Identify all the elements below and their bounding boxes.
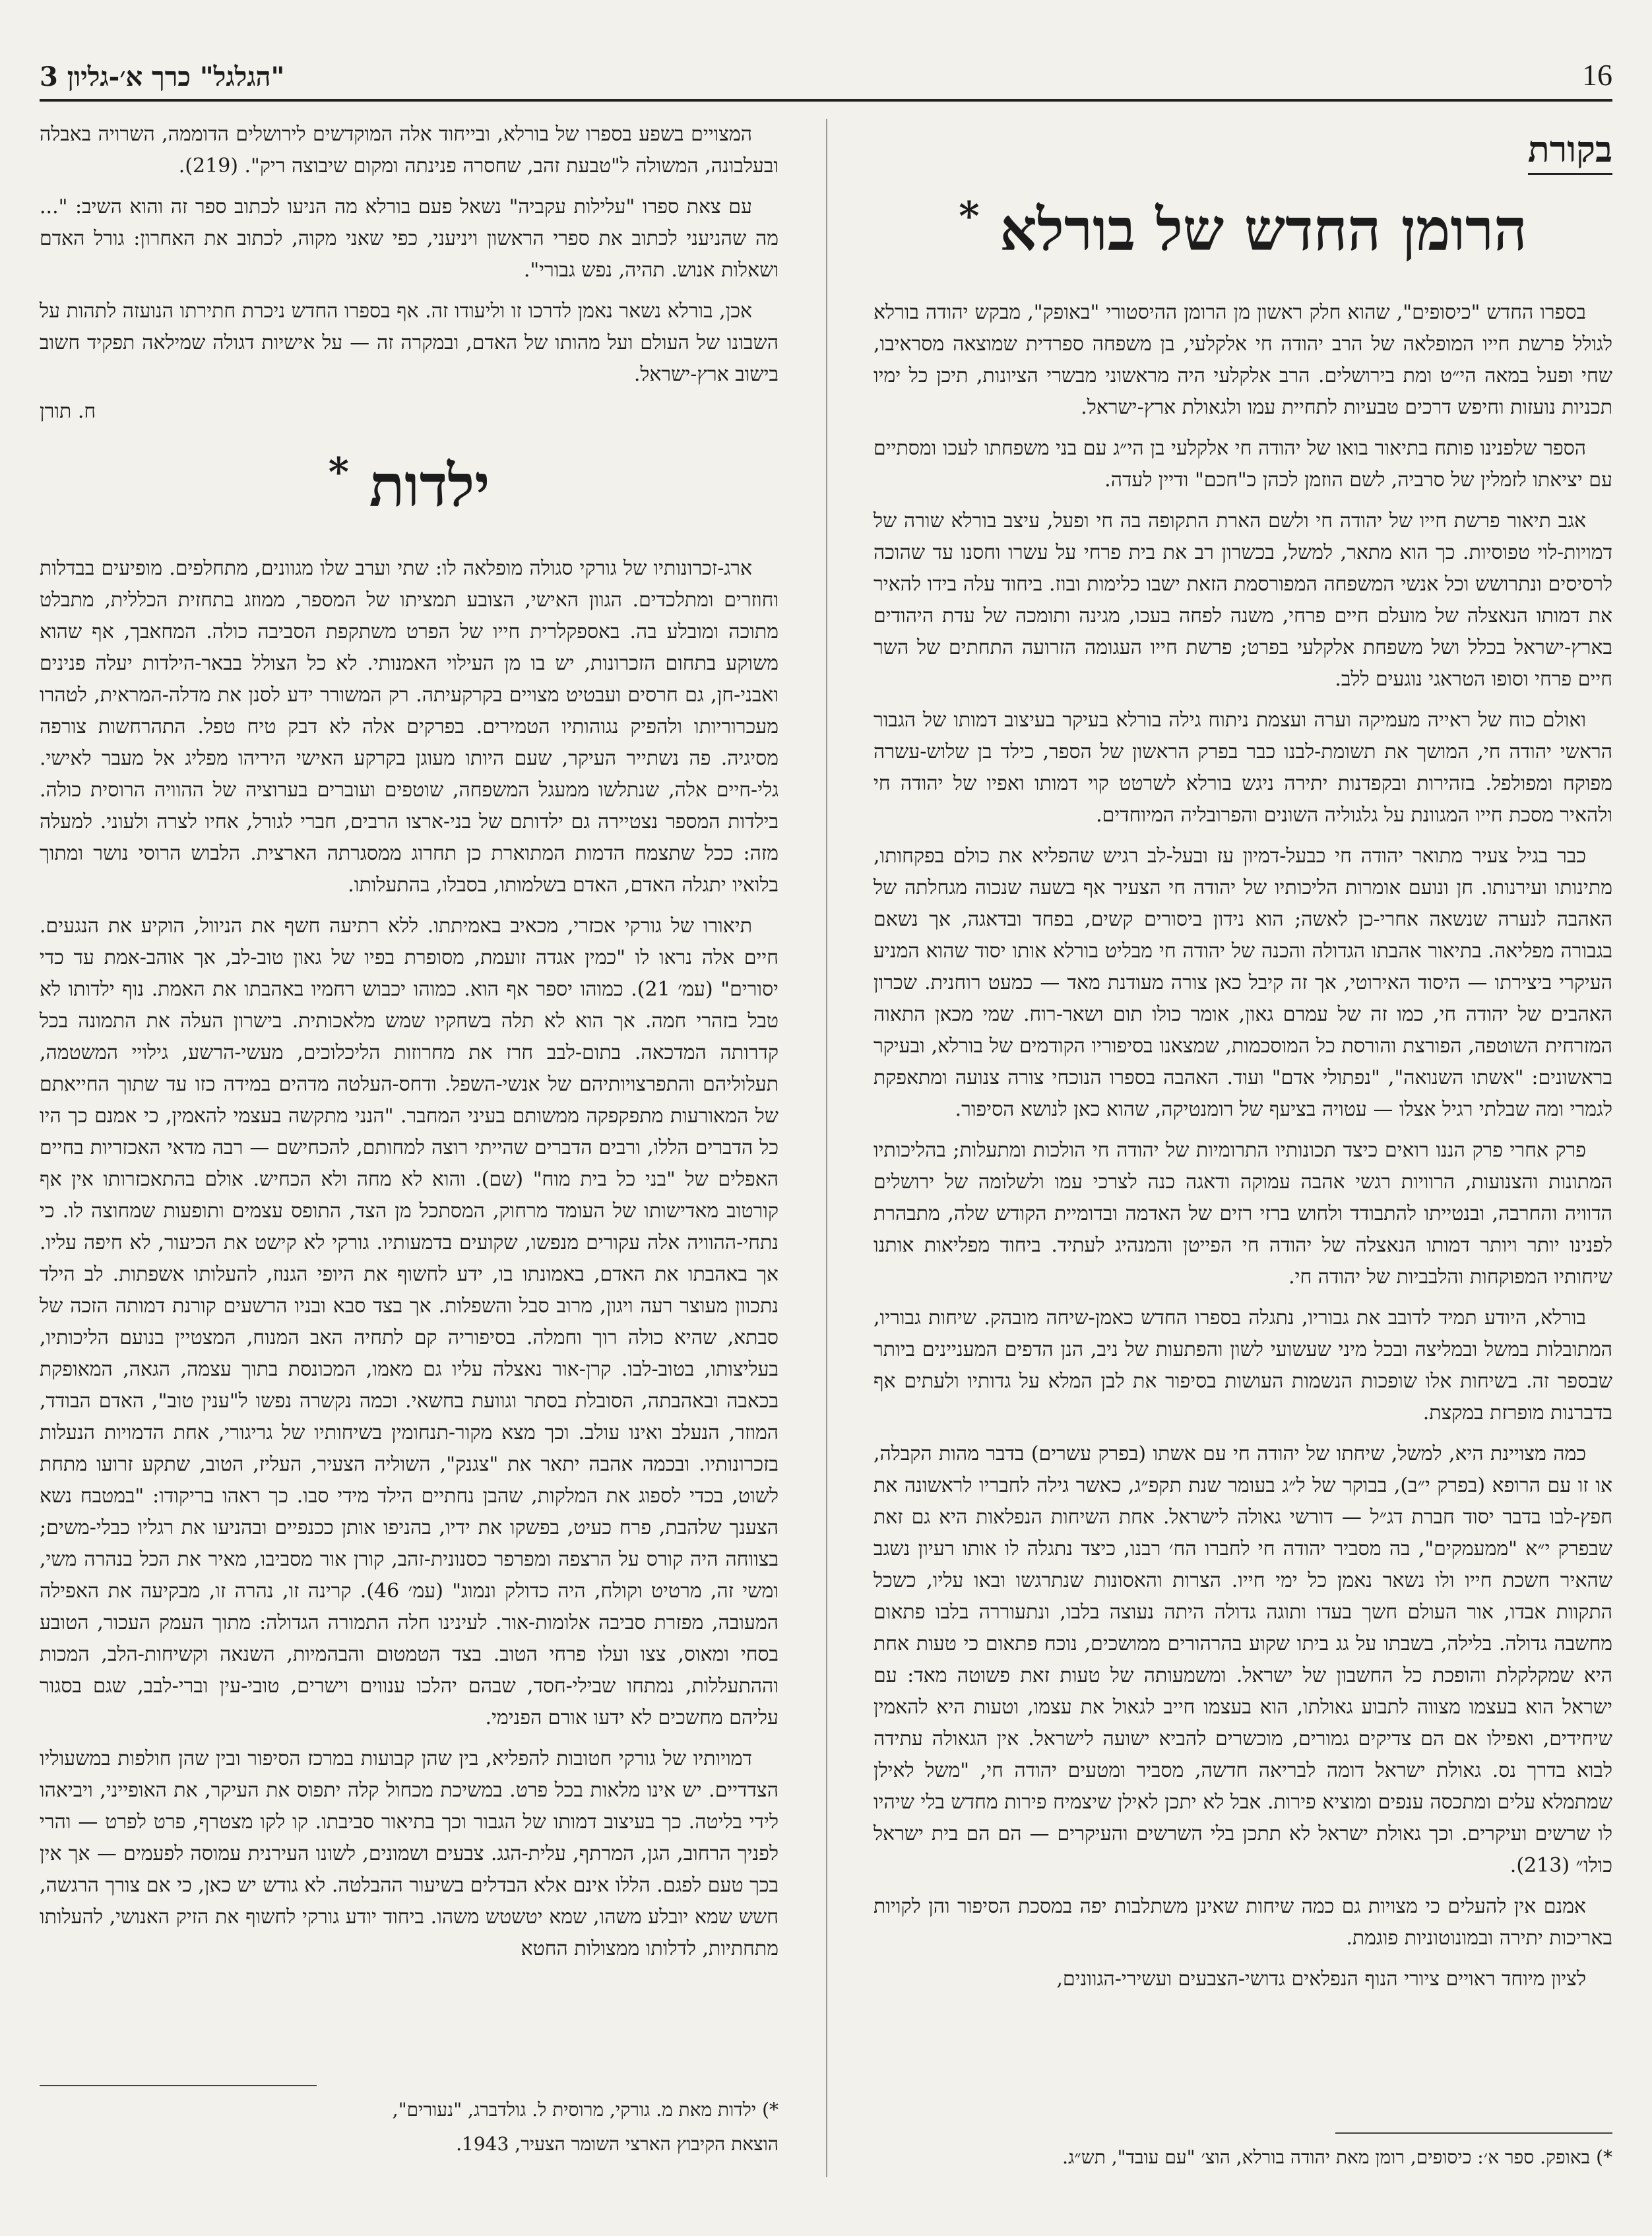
journal-page <box>40 26 1612 2204</box>
paragraph: ארג-זכרונותיו של גורקי סגולה מופלאה לו: שתי וערב שלו מגוונים, מתחלפים. מופיעים בבדלות וחוזרים ומתלכדים. הגוון האישי, הצובע תמציתו של המספר, ממוזג בתחזית הכללית, מתבלט מתוכה ומובלע בה. באספקלרית חייו של הפרט משתקפת הסביבה כולה. המחאבך, אף שהוא משוקע בתחום הזכרונות, יש בו מן העילוי האמנותי. לא כל הצולל בבאר-הילדות יעלה פנינים ואבני-חן, גם חרסים ועבטיט מצויים בקרקעיתה. רק המשורר ידע לסנן את מדלה-המראית, לטהרו מעכרוריותו ולהפיק נגוהותיו הטמירים. בפרקים אלה לא דבק טיח טפל. התהרחשות צורפה מסיגיה. פה נשתייר העיקר, שעם היותו מעוגן בקרקע האישי היריהו מפליג אל מעבר לאישי. גלי-חיים אלה, שנתלשו ממעגל המשפחה, שוטפים ועוברים בערוציה של ההוויה הרוסית כולה. בילדות המספר נצטיירה גם ילדותם של בני-ארצו הרבים, חברי לגורל, אחיו לצרה ולעוני. למעלה מזה: ככל שתצמח הדמות המתוארת כן תחרוג ממסגרתה הארצית. הלבוש הרוסי נושר ומתוך בלואיו יתגלה האדם, האדם בשלמותו, בסבלו, בהתעלותו. <box>40 557 778 897</box>
paragraph: אגב תיאור פרשת חייו של יהודה חי ולשם הארת התקופה בה חי ופעל, עיצב בורלא שורה של דמויות-לוי טפוסיות. כך הוא מתאר, למשל, בכשרון רב את בית פרחי על עשרו וחסנו עד שהוכה לרסיסים ונתרושש וכל אנשי המשפחה המפורסמת הזאת ישבו כלימות ובוז. ביחוד עלה בידו להאיר את דמותו הנאצלה של מועלם חיים פרחי, משנה לפחה בעכו, מגינה ותומכה של עדת היהודים בארץ-ישראל בכלל ושל משפחת אלקלעי בפרט; פרשת חייו העגומה הזרועה התחתים של השר חיים פרחי וסופו הטראגי נוגעים ללב. <box>874 509 1612 691</box>
article-body-childhood <box>40 553 778 1965</box>
article-title-text: הרומן החדש של בורלא <box>1000 195 1527 264</box>
footnote-line: *) ילדות מאת מ. גורקי, מרוסית ל. גולדברג, "נעורים", <box>392 2099 778 2121</box>
page-header <box>40 40 1612 102</box>
footnote-line: הוצאת הקיבוץ הארצי השומר הצעיר, 1943. <box>456 2133 778 2155</box>
paragraph: כבר בגיל צעיר מתואר יהודה חי כבעל-דמיון עז ובעל-לב רגיש שהפליא את כולם בפקחותו, מתינותו ועירנותו. חן ונועם אומרות הליכותיו של יהודה חי הצעיר אף בשעה שנכוה מגחלתה של האהבה לנערה שנשאה אחרי-כן לאשה; הוא נידון ביסורים קשים, בפחד ובדאגה, אך נשאם בגבורה מפליאה. בתיאור אהבתו הגדולה והכנה של יהודה חי מבליט בורלא אותו יסוד שהוא המניע העיקרי ביצירתו — היסוד האירוטי, אך זה קיבל כאן צורה מעודנת מאד — כמעט רוחנית. שכרון האהבים של יהודה חי, כמו זה של עמרם גאון, אומר כולו תום ושאר-רוח. שמי מכאן התאוה המזרחית השוטפה, הפורצת והורסת כל המוסכמות, שמצאנו בסיפוריו הקודמים של בורלא, ובעיקר בראשונים: "אשתו השנואה", "נפתולי אדם" ועוד. האהבה בספרו הנוכחי צורה צנועה ומתאפקת לגמרי ומה שבלתי רגיל אצלו — עטויה בציעף של רומנטיקה, שהוא כאן לנושא הסיפור. <box>874 845 1613 1122</box>
paragraph: אכן, בורלא נשאר נאמן לדרכו זו וליעודו זה. אף בספרו החדש ניכרת חתירתו הנועזה לתהות על השבונו של העולם ועל מהותו של האדם, ובמקרה זה — על אישיות דגולה שמילאה תפקיד חשוב בישוב ארץ-ישראל. <box>40 300 778 386</box>
right-column <box>874 119 1612 2177</box>
paragraph: אמנם אין להעלים כי מצויות גם כמה שיחות שאינן משתלבות יפה במסכת הסיפור והן לקויות באריכות יתירה ובמונוטוניות פוגמת. <box>874 1895 1612 1950</box>
article-body-burla-continued <box>40 119 778 391</box>
paragraph: פרק אחרי פרק הננו רואים כיצד תכונותיו התרומיות של יהודה חי הולכות ומתעלות; בהליכותיו המתונות והצנועות, הרוויות רגשי אהבה עמוקה ודאגה כנה לצרכי עמו ולשלומה של ירושלים הדוויה והחרבה, ובנטייתו להתבודד ולחוש ברזי רזים של האדמה ובדומיית הקודש שלה, מתבהרת לפנינו יותר ויותר דמותו הנאצלה של יהודה חי הפייטן והמנהיג לעתיד. ביחוד מפליאות אותנו שיחותיו המפוקחות והלבביות של יהודה חי. <box>874 1139 1612 1289</box>
article-body-burla <box>874 297 1612 1995</box>
left-column <box>40 119 778 2177</box>
footnote-rule <box>1335 2132 1612 2134</box>
article-title-childhood <box>40 449 778 520</box>
article-title-text: ילדות <box>369 451 490 520</box>
paragraph: בספרו החדש "כיסופים", שהוא חלק ראשון מן הרומן ההיסטורי "באופק", מבקש יהודה בורלא לגולל פרשת חייו המופלאה של הרב יהודה חי אלקלעי, בן משפחה ספרדית שמוצאה מסראיבו, שחי ופעל במאה הי״ט ומת בירושלים. הרב אלקלעי היה מראשוני מבשרי הציונות, תיכן כל ימיו תכניות נועזות וחיפש דרכים טבעיות לתחיית עמו ולגאולת ארץ-ישראל. <box>874 301 1612 420</box>
author-signature: ח. תורן <box>40 400 96 423</box>
paragraph: דמויותיו של גורקי חטובות להפליא, בין שהן קבועות במרכז הסיפור ובין שהן חולפות במשעוליו הצדדיים. יש אינו מלאות בכל פרט. במשיכת מכחול קלה יתפוס את העיקר, את האופייני, ויביאהו לידי בליטה. כך בעיצוב דמותו של הגבור וכך בתיאור סביבתו. קו לקו מצטרף, פרט לפרט — והרי לפניך הרחוב, הגן, המרתף, עלית-הגג. צבעים ושמונים, לשונו העירנית עמוסה לפעמים — אך אין בכך טעם לפגם. הללו אינם אלא הבדלים בשיעור ההבלטה. לא גודש יש כאן, כי אם צורך הרגשה, חשש שמא יובלע משהו, שמא יטשטש משהו. ביחוד יודע גורקי לחשוף את הזיק האנושי, להעלותו מתחתיות, לדלותו ממצולות החטא <box>40 1747 778 1961</box>
paragraph: לציון מיוחד ראויים ציורי הנוף הנפלאים גדושי-הצבעים ועשירי-הגוונים, <box>1056 1967 1586 1991</box>
page-number: 16 <box>1582 58 1612 92</box>
footnote-area <box>874 2113 1612 2177</box>
paragraph: המצויים בשפע בספרו של בורלא, ובייחוד אלה המוקדשים לירושלים הדוממה, השרויה באבלה ובעלבונה, המשולה ל"טבעת זהב, שחסרה פנינתה ומקום שיבוצה ריק". (219). <box>40 123 778 177</box>
footnote: *) באופק. ספר א׳: כיסופים, רומן מאת יהודה בורלא, הוצ׳ "עם עובד", תש״ג. <box>1062 2146 1612 2168</box>
column-divider <box>826 119 827 2177</box>
paragraph: עם צאת ספרו "עלילות עקביה" נשאל פעם בורלא מה הניעו לכתוב ספר זה והוא השיב: "... מה שהניעני לכתוב את ספרי הראשון ויניעני, כפי שאני מקוה, לכתוב את האחרון: גורל האדם ושאלות אנוש. תהיה, נפש גבורי". <box>40 195 778 282</box>
paragraph: כמה מצויינת היא, למשל, שיחתו של יהודה חי עם אשתו (בפרק עשרים) בדבר מהות הקבלה, או זו עם הרופא (בפרק י״ב), בבוקר של ל״ג בעומר שנת תקפ״ג, כאשר גילה לחבריו לראשונה את חפץ-לבו בדבר יסוד חברת דג״ל — דורשי גאולה לישראל. אחת השיחות הנפלאות היא גם זאת שבפרק י״א "ממעמקים", בה מסביר יהודה חי לחברו הח׳ רבנו, כיצד נתגלה לו אותו רעיון נשגב שהאיר חשכת חייו ולו נשאר נאמן כל ימי חייו. הצרות והאסונות שנתרגשו ובאו עליו, כשכל התקוות אבדו, אור העולם חשך בעדו ותוגה גדולה היתה נעוצה בלבו, ונתעוררה בלבו פתאום מחשבה גדולה. בלילה, בשבתו על גג ביתו שקוע בהרהורים ממושכים, נוכח פתאום כי טעות אחת היא שמקלקלת והופכת כל החשבון של ישראל. ומשמעותה של טעות זאת פשוטה מאד: עם ישראל הוא בעצמו מצווה לתבוע גאולתו, הוא בעצמו חייב לגאול את עצמו, וטעות היא להאמין שיחידים, ואפילו אם הם צדיקים גמורים, מוכשרים להביא ישועה לישראל. אין הגאולה עתידה לבוא בדרך נס. גאולת ישראל דומה לבריאה חדשה, מסביר ומטעים יהודה חי, "משל לאילן שמתמלא עלים ומתכסה ענפים ומוציא פירות. אבל לא יתכן לאילן שיצמיח פירות מחדש בלי שיהיו לו שרשים ועיקרים. וכך גאולת ישראל לא תתכן בלי השרשים והעיקרים — הם הם בית ישראל כולו״ (213). <box>874 1442 1613 1878</box>
running-head: "הגלגל" כרך א׳-גליון 3 <box>40 61 285 92</box>
paragraph: תיאורו של גורקי אכזרי, מכאיב באמיתתו. ללא רתיעה חשף את הניוול, הוקיע את הנגעים. חיים אלה נראו לו "כמין אגדה זועמת, מסופרת בפיו של גאון טוב-לב, אך אוהב-אמת עד כדי יסורים" (עמ׳ 21). כמוהו יספר אף הוא. כמוהו יכבוש רחמיו באהבתו את האמת. נוף ילדותו לא טבל בזהרי חמה. אך הוא לא תלה בשחקיו שמש מלאכותית. בישרון העלה את התמונה בכל קדרותה המדכאה. בתום-לבב חרז את מחרוזות הליכלוכים, מעשי-הרשע, גילויי המשטמה, תעלוליהם והתפרצויותיהם של אנשי-השפל. ודחס-העלטה מדהים במידה כזו עד שתוך החייאתם של המאורעות מתפקפקה ממשותם בעיני המחבר. "הנני מתקשה בעצמי להאמין, כי אמנם כך היו כל הדברים הללו, ורבים הדברים שהייתי רוצה למחותם, להכחישם — רבה מדאי האכזריות בחיים האפלים של "בני כל בית מוח" (שם). והוא לא מחה ולא הכחיש. אולם בהתאכזרותו אין אף קורטוב מאדישותו של העומד מרחוק, המסתכל מן הצד, התופס עצמים ותופעות שמחוצה לו. כי נתחי-ההוויה אלה עקורים מנפשו, שקועים בדמעותיו. גורקי לא קישט את הכיעור, לא חיפה עליו. אך באהבתו את האדם, באמונתו בו, ידע לחשוף את היופי הגנוז, להעלותו אשפתות. לב הילד נתכוון מעוצר רעה ויגון, מרוב סבל והשפלות. אך בצד סבא ובניו הרשעים קורנת דמותה הזכה של סבתא, שהיא כולה רוך וחמלה. בסיפוריה קם לתחיה האב המנוח, המצטיין בנועם הליכותיו, בעליצותו, בטוב-לבו. קרן-אור נאצלה עליו גם מאמו, המכונסת בתוך עצמה, הגאה, המאופקת בכאבה ובאהבתה, הסובלת בסתר וגוועת בחשאי. וכמה נקשרה נפשו ל"ענין טוב", האדם הבודד, המוזר, הנעלב ואינו עולב. וכך מצא מקור-תנחומין בשיחותיו של גריגורי, אחת הדמויות הנעלות בזכרונותיו. ובכמה אהבה יתאר את "צגנק", השוליה הצעיר, העליז, הטוב, שתקע זרועו מתחת לשוט, בכדי לספוג את המלקות, שהבן נחתיים הילד מידי סבו. כך ראהו בריקודו: "במטבח נשא הצענך שלהבת, פרח כעיט, בפשקו את ידיו, בהניפו אותן ככנפיים ובהניעו את רגליו כבלי-משים; בצווחה היה קורס על הרצפה ומפרפר כסנונית-זהב, קורן אור מסביבו, מאיר את הכל בנהרה משי, ומשי זה, מרטיט וקולח, היה כדולק ונמוג" (עמ׳ 46). קרינה זו, נהרה זו, מבקיעה את האפילה המעובה, מפזרת סביבה אלומות-אור. לעינינו חלה התמורה הגדולה: מתוך העמק העכור, הטובע בסחי ומאוס, צצו ועלו פרחי הטוב. בצד הטמטום והבהמיות, השנאה וקשיחות-הלב, המכות וההתעללות, נמתחו שבילי-חסד, שבהם יהלכו ענווים וישרים, טובי-עין וברי-לבב, שגם בסגור עליהם מחשכים לא ידעו אורם הפנימי. <box>40 914 779 1730</box>
section-label: בקורת <box>1528 128 1612 175</box>
title-footnote-marker: * <box>959 193 980 240</box>
article-title-burla <box>874 193 1612 264</box>
paragraph: ואולם כוח של ראייה מעמיקה וערה ועצמת ניתוח גילה בורלא בעיקר בעיצוב דמותו של הגבור הראשי יהודה חי, המושך את תשומת-לבנו כבר בפרק הראשון של הספר, כילד בן שלוש-עשרה מפוקח ומפולפל. בזהירות ובקפדנות יתירה ניגש בורלא לשרטט קוי דמותו ואפיו של יהודה חי ולהאיר מסכת חייו המגוונת על גלגוליה השונים והפרובליה המיוחדים. <box>874 709 1612 827</box>
title-footnote-marker: * <box>328 449 349 495</box>
footnote-rule <box>40 2085 317 2086</box>
paragraph: הספר שלפנינו פותח בתיאור בואו של יהודה חי אלקלעי בן הי״ג עם בני משפחתו לעכו ומסתיים עם יציאתו לזמלין של סרביה, לשם הוזמן לכהן כ"חכם" ודיין לעדה. <box>874 437 1612 492</box>
paragraph: בורלא, היודע תמיד לדובב את גבוריו, נתגלה בספרו החדש כאמן-שיחה מובהק. שיחות גבוריו, המתובלות במשל ובמליצה ובכל מיני שעשועי לשון והפתעות של ניב, הנן הדפים המעניינים ביותר שבספר זה. בשיחות אלו שופכות הנשמות העושות בסיפור את לבן המלא על גדותיו ולעתים אף בדברנות מופרזת במקצת. <box>874 1306 1612 1425</box>
footnote-area <box>40 2065 778 2164</box>
